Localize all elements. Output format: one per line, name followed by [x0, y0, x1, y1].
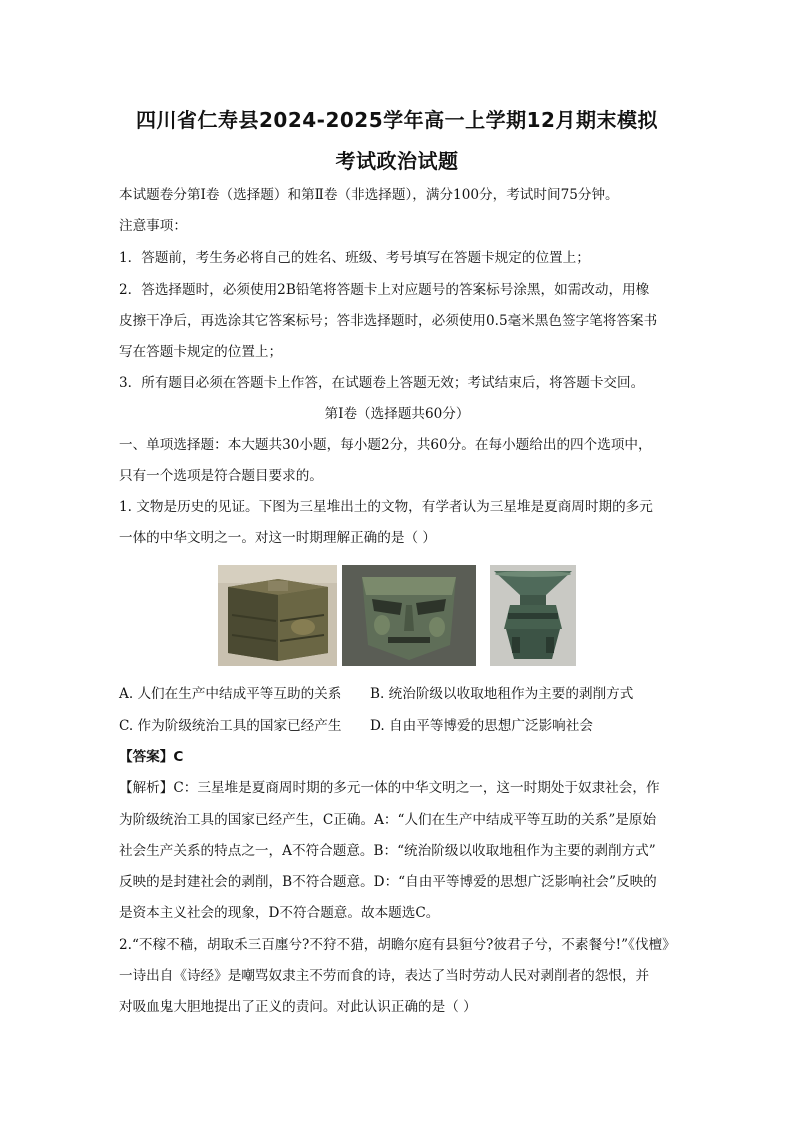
notice-item-2-line-1: 2．答选择题时，必须使用2B铅笔将答题卡上对应题号的答案标号涂黑，如需改动，用橡	[119, 282, 650, 298]
intro-text: 本试题卷分第Ⅰ卷（选择题）和第Ⅱ卷（非选择题），满分100分，考试时间75分钟。	[119, 187, 619, 203]
question-1-option-b[interactable]: B. 统治阶级以收取地租作为主要的剥削方式	[370, 686, 634, 702]
question-2-line-3: 对吸血鬼大胆地提出了正义的责问。对此认识正确的是（ ）	[119, 999, 477, 1015]
page-subtitle: 考试政治试题	[335, 149, 459, 173]
part1-instruction-line-1: 一、单项选择题：本大题共30小题，每小题2分，共60分。在每小题给出的四个选项中，	[119, 437, 652, 453]
analysis-line-2: 为阶级统治工具的国家已经产生，C正确。A：“人们在生产中结成平等互助的关系”是原始	[119, 812, 657, 828]
question-1-line-1: 1. 文物是历史的见证。下图为三星堆出土的文物，有学者认为三星堆是夏商周时期的多元	[119, 499, 653, 515]
notice-item-1: 1．答题前，考生务必将自己的姓名、班级、考号填写在答题卡规定的位置上；	[119, 250, 590, 266]
analysis-line-3: 社会生产关系的特点之一，A不符合题意。B：“统治阶级以收取地租作为主要的剥削方式”	[119, 843, 656, 859]
question-2-line-1: 2.“不稼不穑，胡取禾三百廛兮?不狩不猎，胡瞻尔庭有县貆兮?彼君子兮，不素餐兮!”《伐檀》	[119, 937, 676, 953]
notice-item-3: 3．所有题目必须在答题卡上作答，在试题卷上答题无效；考试结束后，将答题卡交回。	[119, 375, 645, 391]
question-1-option-c[interactable]: C. 作为阶级统治工具的国家已经产生	[119, 718, 342, 734]
section-title: 第Ⅰ卷（选择题共60分）	[324, 406, 470, 422]
question-1-option-d[interactable]: D. 自由平等博爱的思想广泛影响社会	[370, 718, 593, 734]
notice-item-2-line-2: 皮擦干净后，再选涂其它答案标号；答非选择题时，必须使用0.5毫米黑色签字笔将答案书	[119, 313, 658, 329]
analysis-line-5: 是资本主义社会的现象，D不符合题意。故本题选C。	[119, 905, 440, 921]
answer-label: 【答案】C	[119, 749, 184, 765]
jade-cong-photo	[218, 565, 337, 666]
analysis-line-1: 【解析】C：三星堆是夏商周时期的多元一体的中华文明之一，这一时期处于奴隶社会，作	[119, 780, 660, 796]
page-title: 四川省仁寿县2024-2025学年高一上学期12月期末模拟	[136, 108, 658, 132]
question-2-line-2: 一诗出自《诗经》是嘲骂奴隶主不劳而食的诗，表达了当时劳动人民对剥削者的怨恨，并	[119, 968, 650, 984]
question-1-line-2: 一体的中华文明之一。对这一时期理解正确的是（ ）	[119, 530, 436, 546]
analysis-line-4: 反映的是封建社会的剥削，B不符合题意。D：“自由平等博爱的思想广泛影响社会”反映的	[119, 874, 657, 890]
bronze-vessel-photo	[490, 565, 576, 666]
question-1-option-a[interactable]: A. 人们在生产中结成平等互助的关系	[119, 686, 342, 702]
bronze-mask-photo	[342, 565, 476, 666]
notice-item-2-line-3: 写在答题卡规定的位置上；	[119, 344, 283, 360]
part1-instruction-line-2: 只有一个选项是符合题目要求的。	[119, 468, 323, 484]
notice-heading: 注意事项：	[119, 218, 187, 234]
